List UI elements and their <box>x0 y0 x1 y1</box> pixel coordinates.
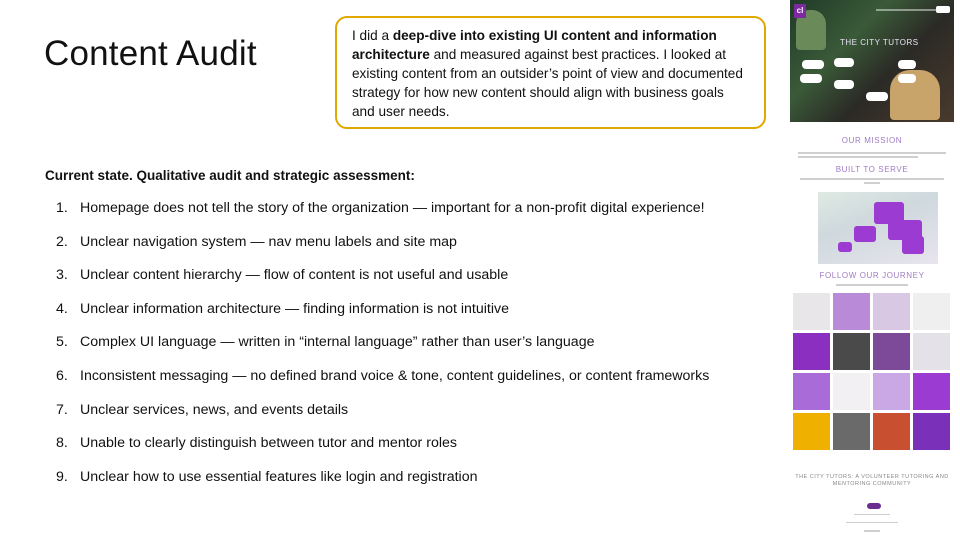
list-item <box>56 301 709 335</box>
list-item <box>56 469 709 503</box>
list-item <box>56 368 709 402</box>
journey-tile <box>873 333 910 370</box>
journey-tile <box>873 373 910 410</box>
audit-heading: Current state. Qualitative audit and strategic assessment: <box>45 168 415 183</box>
list-text: Inconsistent messaging — no defined brand voice & tone, content guidelines, or content frameworks <box>80 367 710 384</box>
journey-grid <box>793 293 950 450</box>
hero-pill <box>834 58 854 67</box>
map-region <box>854 226 876 242</box>
website-screenshot <box>790 0 954 540</box>
journey-tile <box>913 413 950 450</box>
footer-button <box>867 503 881 509</box>
list-item <box>56 402 709 436</box>
journey-tile <box>833 373 870 410</box>
journey-tile <box>833 413 870 450</box>
journey-tile <box>793 373 830 410</box>
mission-title: OUR MISSION <box>841 136 903 145</box>
journey-tile <box>913 373 950 410</box>
social-icons <box>864 530 880 532</box>
journey-title: FOLLOW OUR JOURNEY <box>819 271 925 280</box>
list-number: 6. <box>56 367 68 384</box>
text-line <box>864 182 880 184</box>
hero-pill <box>898 74 916 83</box>
list-text: Unclear services, news, and events details <box>80 401 349 418</box>
hero-pill <box>800 74 822 83</box>
journey-tile <box>793 333 830 370</box>
site-logo: cl <box>794 4 806 18</box>
map-region <box>902 236 924 254</box>
text-line <box>854 514 890 515</box>
hero-pill <box>834 80 854 89</box>
list-text: Unclear how to use essential features like login and registration <box>80 468 478 485</box>
list-number: 4. <box>56 300 68 317</box>
list-number: 3. <box>56 267 68 284</box>
text-line <box>836 284 908 286</box>
serve-title: BUILT TO SERVE <box>835 165 909 174</box>
list-number: 2. <box>56 233 68 250</box>
list-item <box>56 334 709 368</box>
service-map <box>818 192 938 264</box>
list-number: 7. <box>56 401 68 418</box>
list-number: 5. <box>56 334 68 351</box>
list-text: Unable to clearly distinguish between tutor and mentor roles <box>80 435 457 452</box>
site-nav-bar <box>876 9 936 11</box>
journey-tile <box>873 293 910 330</box>
hero-brand: THE CITY TUTORS <box>840 38 919 47</box>
map-region <box>838 242 852 252</box>
list-number: 1. <box>56 200 68 216</box>
journey-tile <box>873 413 910 450</box>
journey-tile <box>833 293 870 330</box>
journey-tile <box>833 333 870 370</box>
text-line <box>798 156 918 158</box>
list-text: Complex UI language — written in “internal language” rather than user’s language <box>80 334 595 351</box>
list-item <box>56 435 709 469</box>
text-line <box>846 522 898 523</box>
site-login-button <box>936 6 950 13</box>
list-text: Unclear navigation system — nav menu labels and site map <box>80 233 457 250</box>
journey-tile <box>913 333 950 370</box>
hero-pill <box>898 60 916 69</box>
list-text: Homepage does not tell the story of the organization — important for a non-profit digital experience! <box>80 200 705 216</box>
callout-text-bold: deep-dive into existing UI content and information architecture <box>352 28 717 62</box>
hero-pill <box>866 92 888 101</box>
list-number: 9. <box>56 468 68 485</box>
callout-text-end: and measured against best practices. I looked at existing content from an outsider’s point of view and documented strategy for how new content should align with business goals and user needs. <box>352 47 743 119</box>
list-text: Unclear information architecture — finding information is not intuitive <box>80 300 509 317</box>
list-text: Unclear content hierarchy — flow of content is not useful and usable <box>80 267 509 284</box>
journey-tile <box>793 413 830 450</box>
text-line <box>800 178 944 180</box>
hero-pill <box>802 60 824 69</box>
list-number: 8. <box>56 435 68 452</box>
journey-tile <box>793 293 830 330</box>
journey-tile <box>913 293 950 330</box>
list-item <box>56 200 709 234</box>
list-item <box>56 267 709 301</box>
audit-list <box>56 200 709 502</box>
text-line <box>798 152 946 154</box>
summary-callout <box>335 16 766 129</box>
page-title: Content Audit <box>44 34 257 73</box>
hero-photo <box>790 0 954 122</box>
callout-text-start: I did a <box>352 28 393 43</box>
list-item <box>56 234 709 268</box>
footer-title: THE CITY TUTORS: A VOLUNTEER TUTORING AND MENTORING COMMUNITY <box>795 474 949 487</box>
